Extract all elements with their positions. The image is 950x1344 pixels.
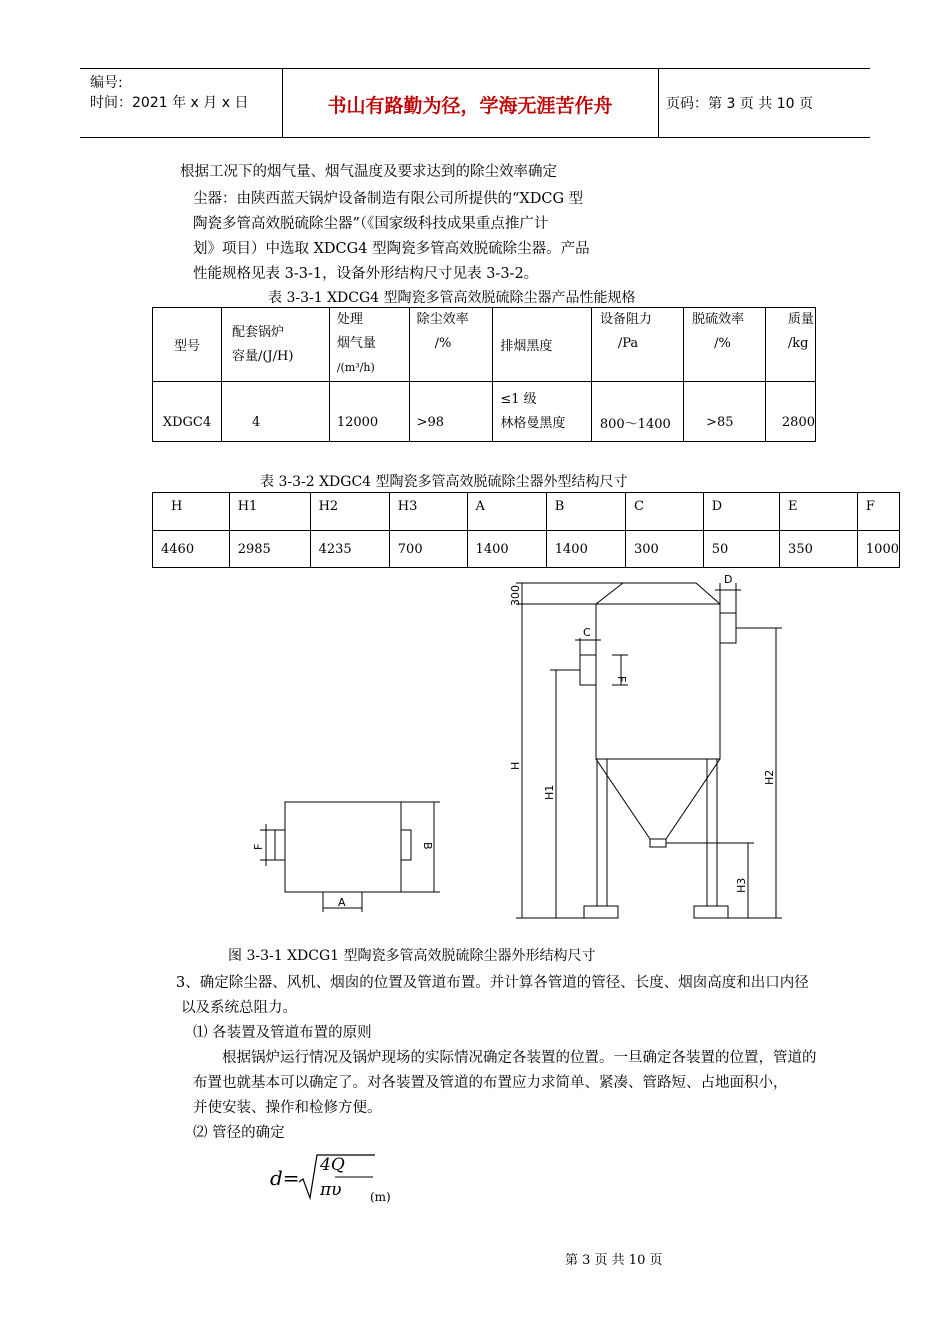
table-row (153, 531, 900, 568)
plan-body (285, 802, 401, 892)
header-divider (282, 69, 283, 137)
section3-line: 以及系统总阻力。 (181, 1000, 297, 1016)
dimension-table (152, 492, 900, 568)
header-text: 烟气量 (336, 336, 376, 351)
dimension-header: H2 (310, 493, 389, 531)
label-h2: H2 (763, 769, 776, 785)
label-plan-f: F (252, 843, 265, 850)
dimension-value: 300 (625, 531, 703, 568)
intro-line: 性能规格见表 3-3-1，设备外形结构尺寸见表 3-3-2。 (193, 266, 539, 282)
label-b: B (421, 842, 434, 850)
table-header-row (153, 308, 816, 382)
dimension-value: 1400 (467, 531, 546, 568)
dimension-value: 2985 (229, 531, 310, 568)
figure-caption: 图 3-3-1 XDCG1 型陶瓷多管高效脱硫除尘器外形结构尺寸 (228, 948, 596, 964)
header-divider (658, 69, 659, 137)
discharge-outlet (650, 839, 666, 847)
sub1-title: ⑴ 各装置及管道布置的原则 (193, 1025, 372, 1041)
cell-resistance: 800～1400 (591, 382, 683, 442)
leg-foot (694, 906, 728, 918)
dimension-header: D (703, 493, 779, 531)
number-label: 编号: (90, 75, 123, 91)
cell-smoke (493, 382, 592, 442)
header-text: 配套锅炉 (231, 324, 284, 340)
dimension-value: 1400 (546, 531, 625, 568)
header-desulf (684, 308, 766, 382)
formula-numerator: 4Q (320, 1155, 345, 1175)
dimension-value: 4460 (153, 531, 230, 568)
header-text: /kg (787, 336, 809, 351)
plan-outlet (401, 830, 411, 860)
sub1-paragraph: 布置也就基本可以确定了。对各装置及管道的布置应力求简单、紧凑、管路短、占地面积小， (193, 1075, 788, 1091)
dimension-header: H1 (229, 493, 310, 531)
sub1-paragraph: 根据锅炉运行情况及锅炉现场的实际情况确定各装置的位置。一旦确定各装置的位置，管道的 (222, 1050, 817, 1066)
header-mass (765, 308, 815, 382)
sub2-title: ⑵ 管径的确定 (193, 1125, 285, 1141)
header-boiler (221, 308, 329, 382)
dimension-header: B (546, 493, 625, 531)
pipe-diameter-formula (270, 1152, 410, 1212)
label-300: 300 (509, 585, 522, 606)
dimension-header: F (857, 493, 899, 531)
cell-text: ≤1 级 (500, 391, 537, 407)
dimension-value: 4235 (310, 531, 389, 568)
header-model: 型号 (153, 308, 222, 382)
label-d: D (724, 573, 733, 586)
table-row (153, 382, 816, 442)
label-a: A (338, 896, 346, 909)
formula-denominator: πυ (320, 1180, 342, 1200)
cell-desulf: >85 (684, 382, 766, 442)
table2-caption: 表 3-3-2 XDGC4 型陶瓷多管高效脱硫除尘器外型结构尺寸 (260, 474, 628, 490)
performance-table (152, 307, 816, 442)
dust-collector-drawing (230, 570, 790, 950)
collector-cone (596, 759, 720, 839)
collector-body (596, 583, 720, 759)
sub1-paragraph: 并使安装、操作和检修方便。 (193, 1100, 382, 1116)
dimension-value: 1000 (857, 531, 899, 568)
section3-line: 3、确定除尘器、风机、烟囱的位置及管道布置。并计算各管道的管径、长度、烟囱高度和出口内径 (176, 975, 809, 991)
header-text: 除尘效率 (416, 312, 469, 327)
dimension-header: H (153, 493, 230, 531)
label-h3: H3 (735, 877, 748, 893)
dimension-header: C (625, 493, 703, 531)
label-h1: H1 (543, 784, 556, 800)
header-smoke: 排烟黑度 (493, 308, 592, 382)
header-text: 质量 (787, 312, 814, 327)
cell-model: XDGC4 (153, 382, 222, 442)
label-f: F (615, 676, 628, 683)
formula-lhs: d= (270, 1166, 300, 1190)
dimension-header: H3 (389, 493, 467, 531)
dimension-value: 700 (389, 531, 467, 568)
dimension-value: 50 (703, 531, 779, 568)
header-motto: 书山有路勤为径，学海无涯苦作舟 (327, 95, 613, 117)
page-footer: 第 3 页 共 10 页 (565, 1253, 663, 1268)
header-text: 设备阻力 (599, 312, 652, 327)
dimension-header: E (780, 493, 858, 531)
header-left (90, 73, 248, 113)
dimension-header: A (467, 493, 546, 531)
table-header-row (153, 493, 900, 531)
header-text: /% (434, 336, 452, 351)
header-text: /(m³/h) (336, 361, 375, 374)
drawing-lines (260, 583, 782, 918)
outlet-pipe (720, 613, 736, 643)
page-header (80, 68, 870, 138)
cell-mass: 2800 (765, 382, 815, 442)
plan-inlet (275, 830, 285, 860)
intro-line: 陶瓷多管高效脱硫除尘器”（《国家级科技成果重点推广计 (193, 216, 549, 232)
cell-flow: 12000 (329, 382, 409, 442)
header-text: 容量/(J/H) (231, 348, 294, 364)
cell-dust-eff: >98 (409, 382, 493, 442)
intro-line: 尘器：由陕西蓝天锅炉设备制造有限公司所提供的“XDCG 型 (193, 191, 584, 207)
intro-line: 根据工况下的烟气量、烟气温度及要求达到的除尘效率确定 (180, 164, 557, 180)
intro-line: 划》项目）中选取 XDCG4 型陶瓷多管高效脱硫除尘器。产品 (193, 241, 590, 257)
inlet-pipe (580, 655, 596, 685)
header-text: 处理 (336, 312, 363, 327)
header-text: /Pa (617, 336, 639, 351)
cell-text: 林格曼黑度 (500, 415, 566, 431)
table1-caption: 表 3-3-1 XDCG4 型陶瓷多管高效脱硫除尘器产品性能规格 (268, 290, 636, 306)
leg-foot (584, 906, 618, 918)
dimension-value: 350 (780, 531, 858, 568)
header-resistance (591, 308, 683, 382)
cell-capacity: 4 (221, 382, 329, 442)
header-page-info: 页码：第 3 页 共 10 页 (666, 96, 813, 112)
label-h: H (509, 761, 522, 770)
header-text: /% (714, 336, 731, 351)
drawing-labels (252, 573, 776, 909)
header-dust (409, 308, 493, 382)
header-gas (329, 308, 409, 382)
label-c: C (583, 626, 591, 639)
time-label: 时间：2021 年 x 月 x 日 (90, 95, 249, 111)
formula-unit: (m) (370, 1190, 391, 1204)
header-text: 脱硫效率 (692, 312, 745, 327)
